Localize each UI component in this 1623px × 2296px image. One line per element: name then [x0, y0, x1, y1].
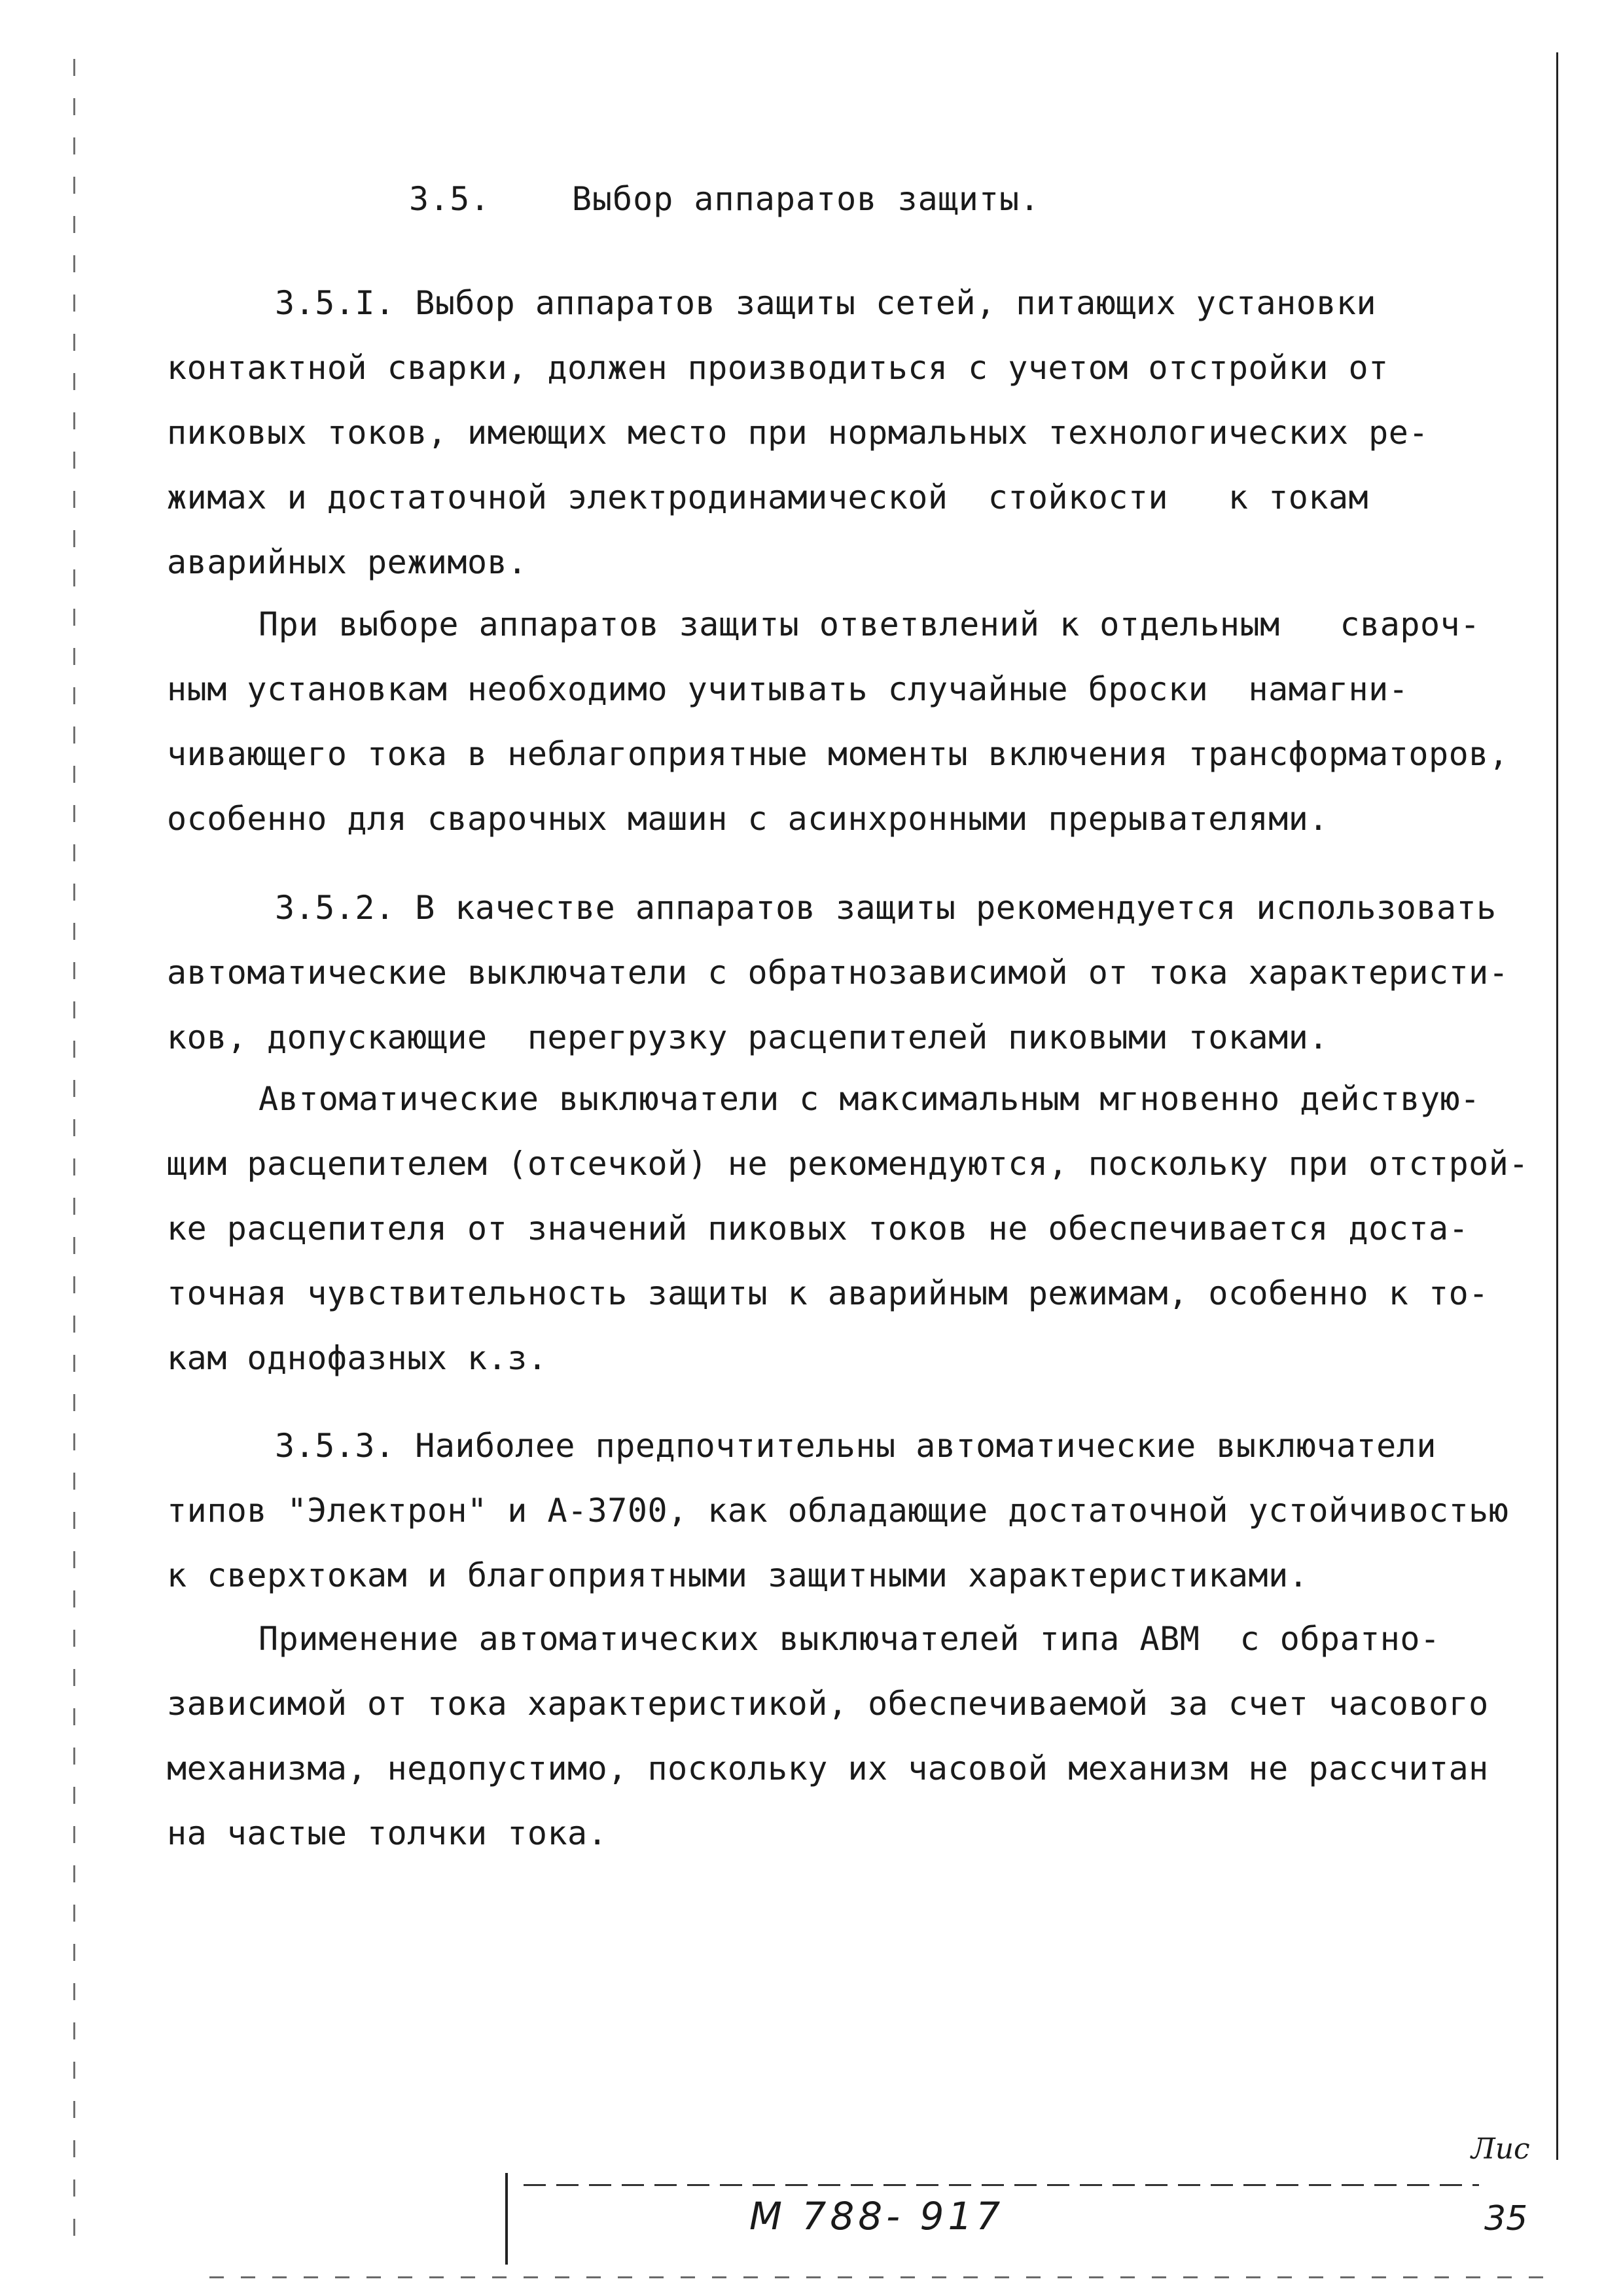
paragraph-3-5-3	[167, 1414, 1508, 1608]
text-line: При выборе аппаратов защиты ответвлений к отдельным свароч-	[259, 605, 1480, 643]
paragraph-instant-release	[167, 1067, 1529, 1391]
text-line: ков, допускающие перегрузку расцепителей пиковыми токами.	[167, 1018, 1329, 1056]
text-line: ке расцепителя от значений пиковых токов не обеспечивается доста-	[167, 1210, 1469, 1247]
section-title: 3.5. Выбор аппаратов защиты.	[409, 180, 1041, 218]
title-block-top-line	[524, 2184, 1479, 2186]
text-line: к сверхтокам и благоприятными защитными характеристиками.	[167, 1556, 1309, 1594]
paragraph-3-5-1	[167, 271, 1429, 595]
left-margin-line	[73, 59, 75, 2238]
sheet-number: 35	[1484, 2199, 1528, 2238]
sheet-label: Лис	[1471, 2132, 1530, 2166]
text-line: особенно для сварочных машин с асинхронными прерывателями.	[167, 800, 1329, 838]
text-line: аварийных режимов.	[167, 543, 527, 581]
text-line: на частые толчки тока.	[167, 1814, 608, 1852]
paragraph-branch-protection	[167, 592, 1508, 852]
text-line: пиковых токов, имеющих место при нормальных технологических ре-	[167, 414, 1429, 452]
text-line: ным установкам необходимо учитывать случайные броски намагни-	[167, 670, 1409, 708]
text-line: чивающего тока в неблагоприятные моменты включения трансформаторов,	[167, 735, 1509, 773]
title-block-bottom-line	[209, 2276, 1558, 2278]
text-line: 3.5.3. Наиболее предпочтительны автоматические выключатели	[275, 1427, 1436, 1465]
text-line: щим расцепителем (отсечкой) не рекомендуются, поскольку при отстрой-	[167, 1145, 1529, 1183]
text-line: типов "Электрон" и А-3700, как обладающие достаточной устойчивостью	[167, 1492, 1509, 1530]
text-line: Применение автоматических выключателей типа АВМ с обратно-	[259, 1620, 1440, 1658]
text-line: 3.5.2. В качестве аппаратов защиты рекомендуется использовать	[275, 889, 1497, 927]
right-frame-line	[1556, 52, 1558, 2160]
paragraph-avm	[167, 1607, 1489, 1866]
text-line: точная чувствительность защиты к аварийным режимам, особенно к то-	[167, 1274, 1489, 1312]
text-line: зависимой от тока характеристикой, обеспечиваемой за счет часового	[167, 1685, 1489, 1723]
text-line: кам однофазных к.з.	[167, 1339, 548, 1377]
text-line: Автоматические выключатели с максимальным мгновенно действую-	[259, 1080, 1480, 1118]
text-line: контактной сварки, должен производиться с учетом отстройки от	[167, 349, 1389, 387]
text-line: механизма, недопустимо, поскольку их часовой механизм не рассчитан	[167, 1749, 1489, 1787]
text-line: 3.5.I. Выбор аппаратов защиты сетей, питающих установки	[275, 284, 1377, 322]
document-number: М 788- 917	[749, 2194, 1005, 2238]
text-line: жимах и достаточной электродинамической стойкости к токам	[167, 478, 1369, 516]
title-block-divider	[505, 2173, 508, 2265]
text-line: автоматические выключатели с обратнозависимой от тока характеристи-	[167, 954, 1509, 992]
paragraph-3-5-2	[167, 876, 1508, 1070]
